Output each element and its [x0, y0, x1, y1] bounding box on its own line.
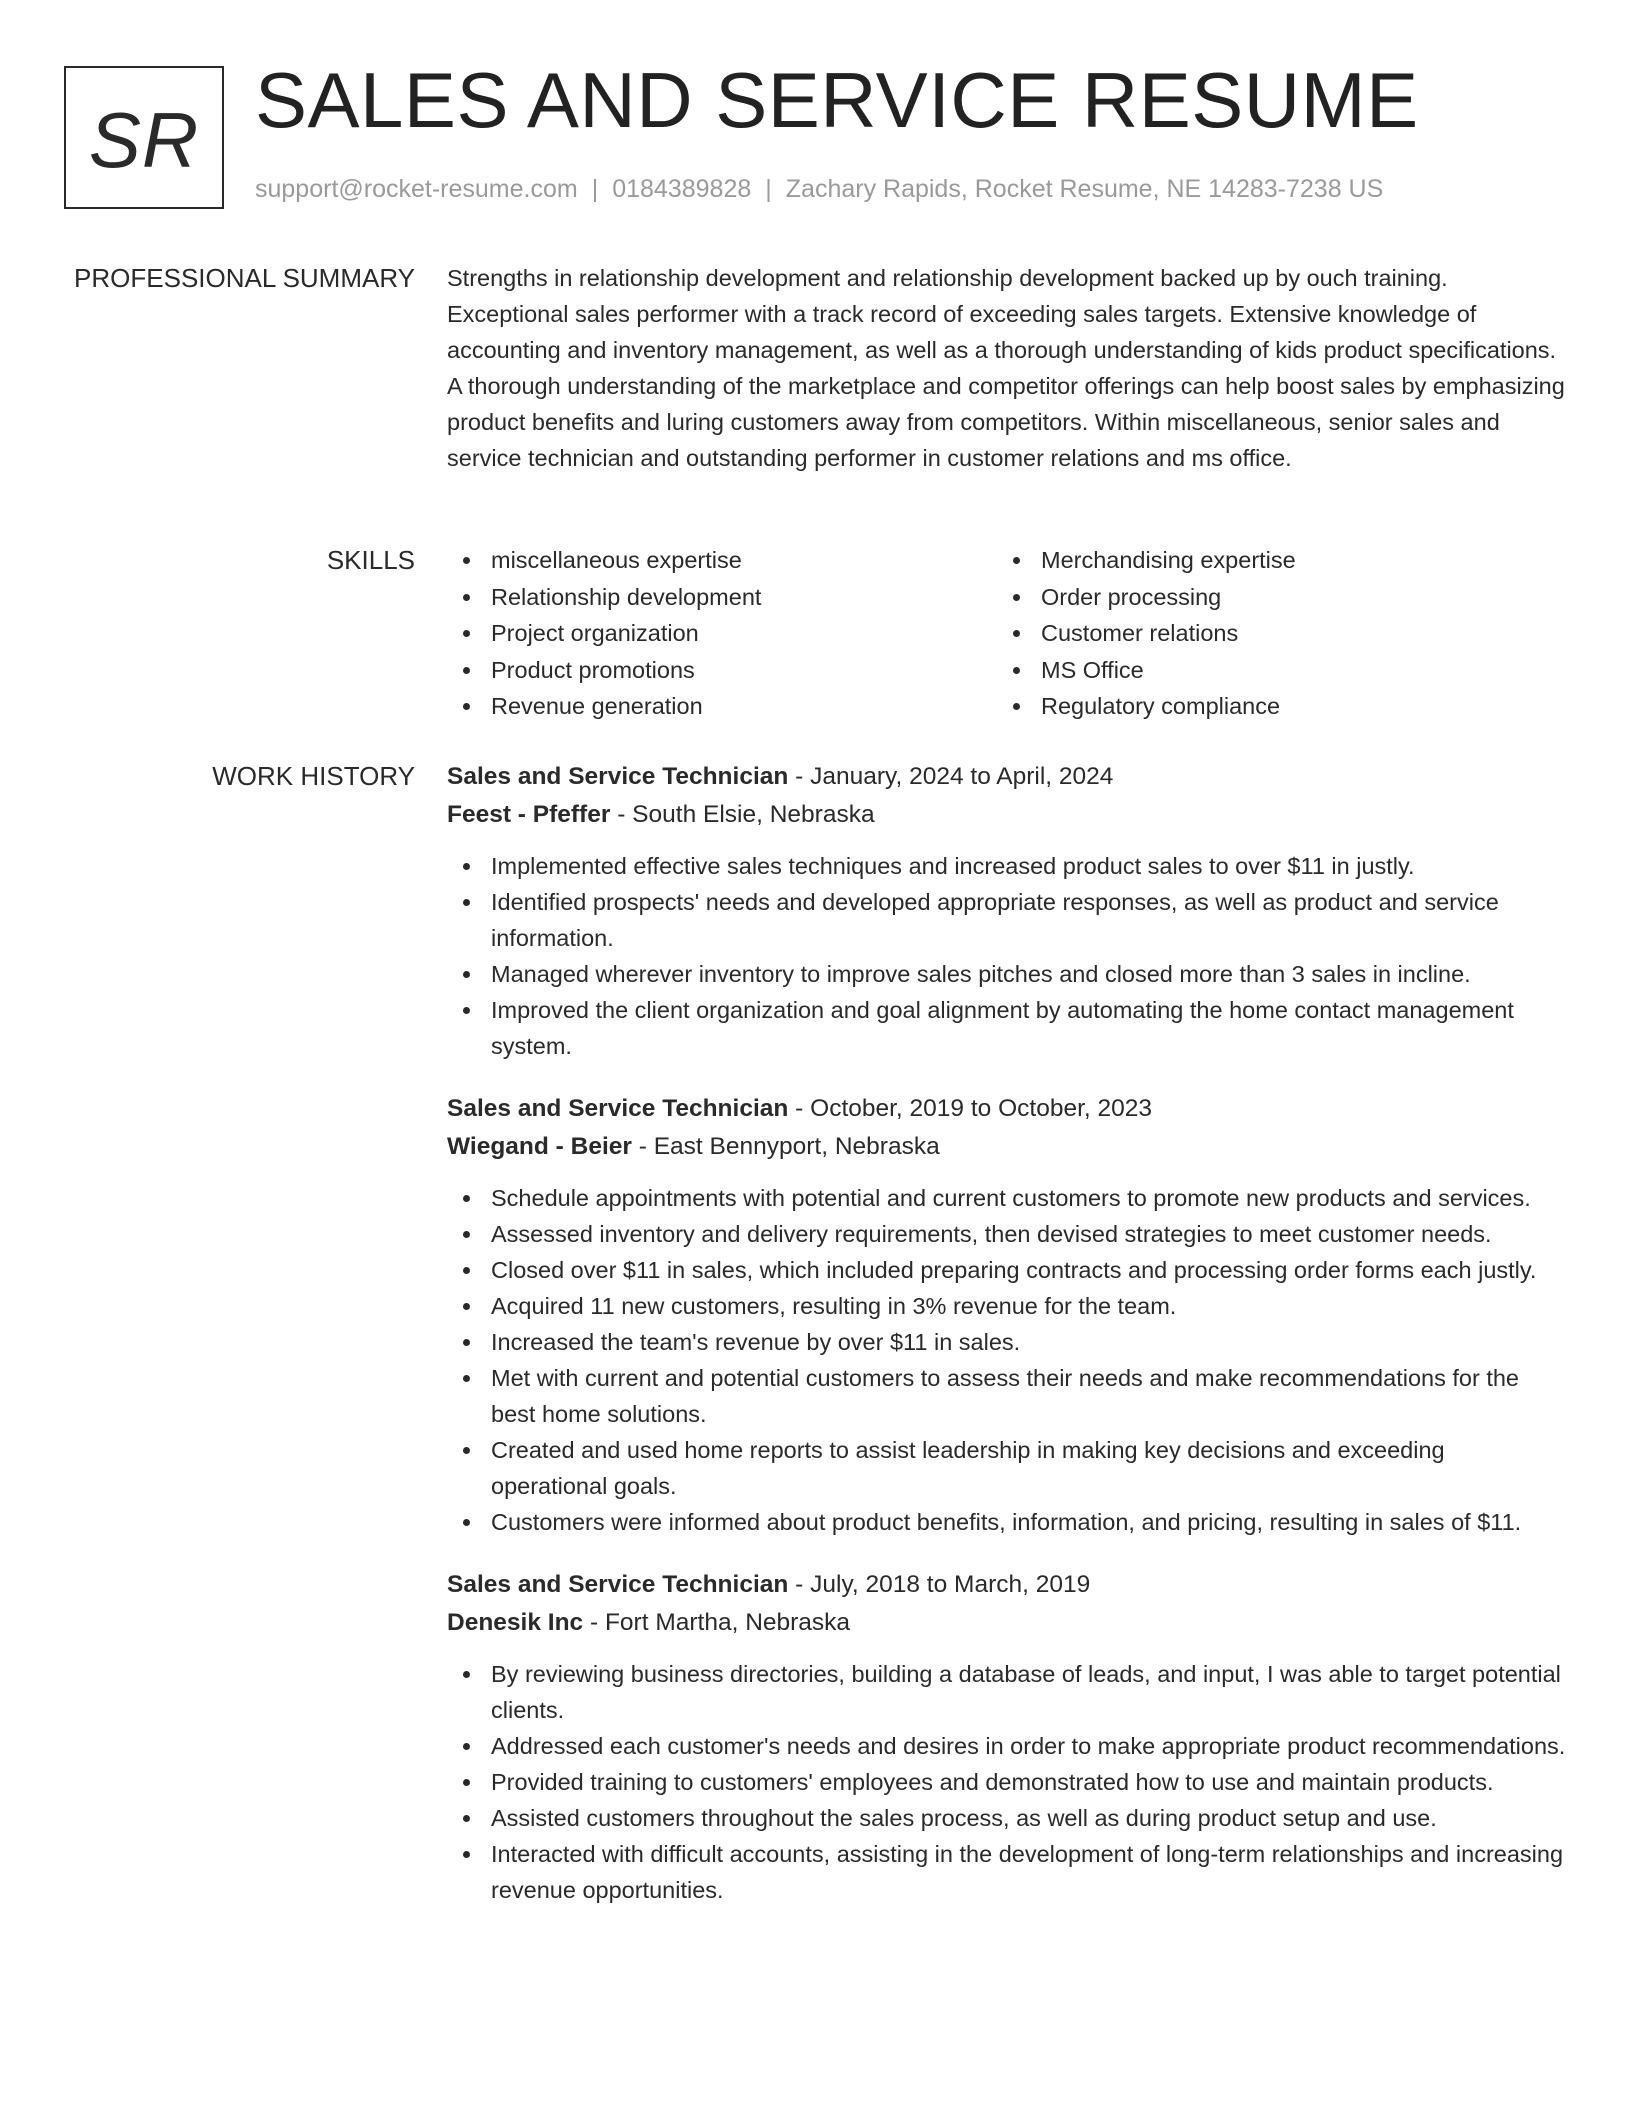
section-label-work: WORK HISTORY — [212, 761, 415, 791]
job-dates: - October, 2019 to October, 2023 — [788, 1095, 1153, 1122]
job-bullet: Met with current and potential customers to assess their needs and make recommendations for the best home solutions. — [447, 1360, 1567, 1432]
monogram-initials: SR — [88, 96, 200, 184]
job-bullet: Customers were informed about product benefits, information, and pricing, resulting in sales of $11. — [447, 1504, 1567, 1540]
skills-grid — [447, 542, 1567, 725]
skill-item: Relationship development — [447, 579, 997, 616]
skills-column-right — [997, 542, 1547, 725]
job-bullet: Addressed each customer's needs and desires in order to make appropriate product recommendations. — [447, 1728, 1567, 1764]
job-bullet: By reviewing business directories, building a database of leads, and input, I was able to target potential clients. — [447, 1656, 1567, 1728]
job-title: Sales and Service Technician — [447, 1095, 789, 1122]
skill-item: Product promotions — [447, 652, 997, 689]
skill-item: Order processing — [997, 579, 1547, 616]
contact-separator: | — [765, 175, 772, 203]
job-bullet: Assessed inventory and delivery requirements, then devised strategies to meet customer needs. — [447, 1216, 1567, 1252]
skills-column-left — [447, 542, 997, 725]
contact-address: Zachary Rapids, Rocket Resume, NE 14283-7238 US — [785, 175, 1384, 203]
job-company-line — [447, 1604, 1567, 1642]
job-bullet: Interacted with difficult accounts, assisting in the development of long-term relationships and increasing revenue opportunities. — [447, 1836, 1567, 1908]
skill-item: Regulatory compliance — [997, 688, 1547, 725]
job-location: - Fort Martha, Nebraska — [583, 1609, 851, 1636]
skill-item: Project organization — [447, 615, 997, 652]
contact-separator: | — [591, 175, 599, 203]
job-bullet: Schedule appointments with potential and current customers to promote new products and services. — [447, 1180, 1567, 1216]
job-location: - East Bennyport, Nebraska — [631, 1133, 940, 1160]
job-bullet: Identified prospects' needs and developed appropriate responses, as well as product and service information. — [447, 884, 1567, 956]
job-title-line — [447, 1090, 1567, 1128]
job-title: Sales and Service Technician — [447, 763, 789, 790]
job-company-line — [447, 796, 1567, 834]
section-label-summary: PROFESSIONAL SUMMARY — [74, 263, 415, 293]
summary-text: Strengths in relationship development and relationship development backed up by ouch training. Exceptional sales performer with a track record of exceeding sales targets. Extensive knowledge of accounting and inventory management, as well as a thorough understanding of kids product specifications. A thorough understanding of the marketplace and competitor offerings can help boost sales by emphasizing product benefits and luring customers away from competitors. Within miscellaneous, senior sales and service technician and outstanding performer in customer relations and ms office. — [447, 265, 1565, 471]
job-bullet: Improved the client organization and goal alignment by automating the home contact management system. — [447, 992, 1567, 1064]
job-title-line — [447, 1566, 1567, 1604]
job-bullet: Increased the team's revenue by over $11 in sales. — [447, 1324, 1567, 1360]
job-bullet: Assisted customers throughout the sales process, as well as during product setup and use. — [447, 1800, 1567, 1836]
job-bullet: Closed over $11 in sales, which included preparing contracts and processing order forms each justly. — [447, 1252, 1567, 1288]
job-company: Wiegand - Beier — [447, 1133, 632, 1160]
job-bullet: Implemented effective sales techniques and increased product sales to over $11 in justly. — [447, 848, 1567, 884]
skill-item: MS Office — [997, 652, 1547, 689]
job-bullets — [447, 1180, 1567, 1540]
job-bullet: Provided training to customers' employees and demonstrated how to use and maintain products. — [447, 1764, 1567, 1800]
skill-item: Merchandising expertise — [997, 542, 1547, 579]
skill-item: miscellaneous expertise — [447, 542, 997, 579]
job-bullet: Acquired 11 new customers, resulting in 3% revenue for the team. — [447, 1288, 1567, 1324]
monogram-box — [64, 66, 224, 209]
contact-phone[interactable]: 0184389828 — [612, 175, 752, 203]
job-company-line — [447, 1128, 1567, 1166]
job-entry — [447, 1566, 1567, 1908]
resume-title: SALES AND SERVICE RESUME — [255, 56, 1419, 144]
job-dates: - January, 2024 to April, 2024 — [788, 763, 1114, 790]
job-bullet: Managed wherever inventory to improve sales pitches and closed more than 3 sales in incline. — [447, 956, 1567, 992]
skill-item: Customer relations — [997, 615, 1547, 652]
job-company: Denesik Inc — [447, 1609, 584, 1636]
skill-item: Revenue generation — [447, 688, 997, 725]
job-dates: - July, 2018 to March, 2019 — [788, 1571, 1091, 1598]
job-entry — [447, 1090, 1567, 1540]
contact-line — [255, 175, 1383, 204]
job-title: Sales and Service Technician — [447, 1571, 789, 1598]
job-title-line — [447, 758, 1567, 796]
section-label-skills: SKILLS — [326, 545, 415, 575]
work-history-body — [447, 758, 1567, 1934]
job-entry — [447, 758, 1567, 1064]
job-bullet: Created and used home reports to assist leadership in making key decisions and exceeding operational goals. — [447, 1432, 1567, 1504]
job-bullets — [447, 848, 1567, 1064]
job-company: Feest - Pfeffer — [447, 801, 611, 828]
job-bullets — [447, 1656, 1567, 1908]
job-location: - South Elsie, Nebraska — [610, 801, 875, 828]
contact-email[interactable]: support@rocket-resume.com — [255, 175, 578, 203]
